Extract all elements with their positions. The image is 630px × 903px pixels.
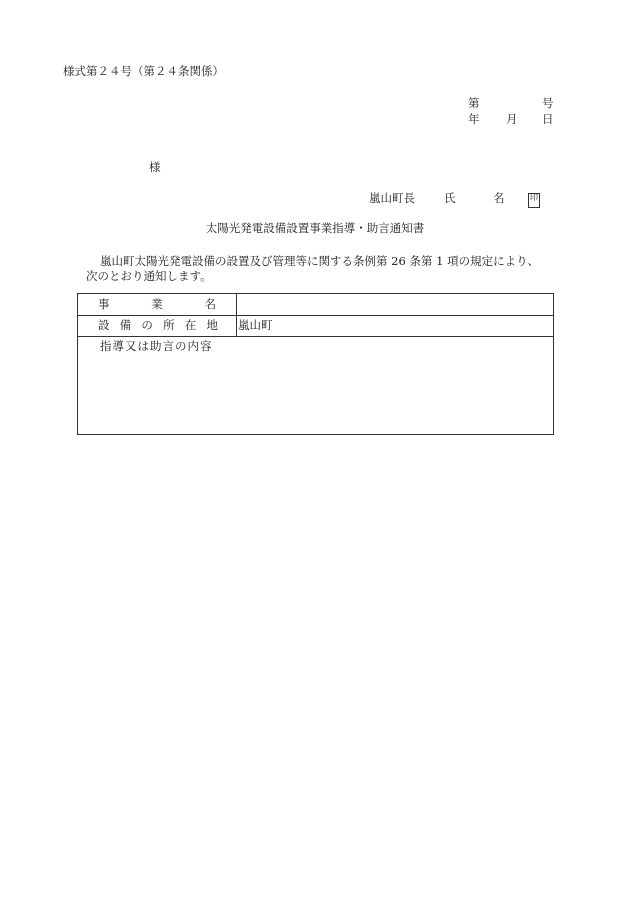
month-label: 月 — [506, 112, 518, 126]
body-text-line-2: 次のとおり通知します。 — [86, 269, 212, 283]
document-title: 太陽光発電設備設置事業指導・助言通知書 — [205, 221, 425, 235]
seal-mark: 印 — [528, 193, 540, 208]
table-column-divider — [236, 294, 237, 336]
year-label: 年 — [468, 112, 480, 126]
issuer-shi: 氏 — [444, 191, 456, 205]
dai-label: 第 — [468, 96, 480, 110]
issuer-line — [369, 193, 544, 207]
row-project-name-label: 事 業 名 — [98, 297, 216, 311]
row-location-value[interactable]: 嵐山町 — [238, 318, 273, 332]
document-number-line — [466, 98, 554, 110]
body-text-line-1: 嵐山町太陽光発電設備の設置及び管理等に関する条例第 26 条第 1 項の規定により、 — [100, 254, 540, 268]
table-divider — [78, 315, 553, 316]
go-label: 号 — [542, 96, 554, 110]
addressee-suffix: 様 — [149, 160, 161, 174]
row-location-label: 設 備 の 所 在 地 — [98, 318, 218, 332]
form-number: 様式第２４号（第２４条関係） — [63, 64, 224, 78]
issuer-mei: 名 — [493, 191, 505, 205]
issuer-title: 嵐山町長 — [369, 191, 415, 205]
row-guidance-label: 指導又は助言の内容 — [100, 339, 213, 353]
day-label: 日 — [542, 112, 554, 126]
table-divider — [78, 336, 553, 337]
date-line — [466, 114, 554, 126]
notice-table — [77, 293, 554, 435]
